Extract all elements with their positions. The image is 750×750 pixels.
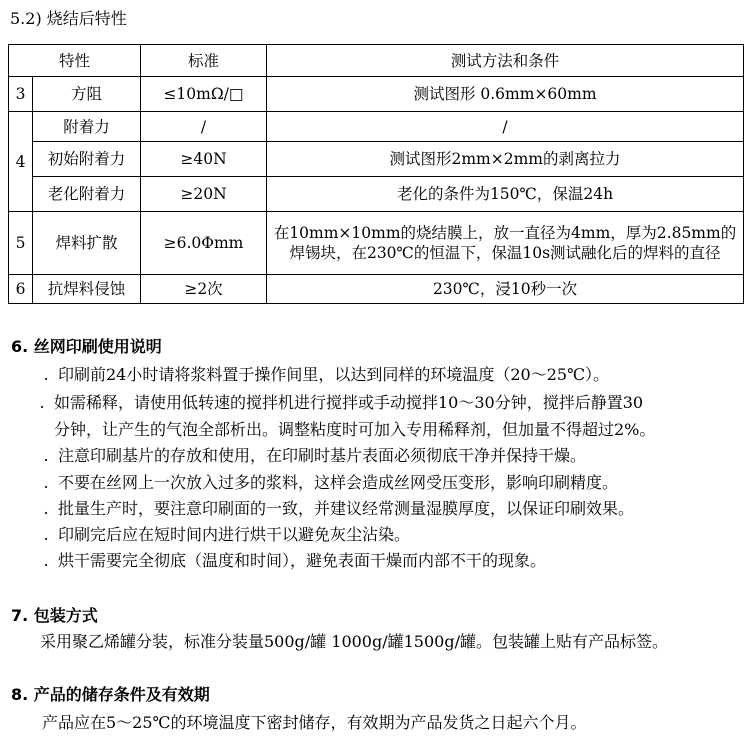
bullet-dot: .	[39, 393, 45, 412]
standard-cell: ≥6.0Φmm	[141, 212, 267, 275]
header-method: 测试方法和条件	[267, 45, 744, 77]
method-cell: 老化的条件为150℃，保温24h	[267, 177, 744, 212]
row-number: 5	[9, 212, 33, 275]
standard-cell: /	[141, 112, 267, 142]
method-cell: 测试图形 0.6mm×60mm	[267, 77, 744, 112]
row-number: 3	[9, 77, 33, 112]
standard-cell: ≥40N	[141, 142, 267, 177]
table-row	[9, 275, 744, 304]
list-item: . 印刷完后应在短时间内进行烘干以避免灰尘沾染。	[34, 524, 410, 546]
list-item: . 不要在丝网上一次放入过多的浆料，这样会造成丝网受压变形，影响印刷精度。	[34, 472, 618, 494]
bullet-dot: .	[43, 499, 49, 518]
bullet-dot: .	[43, 446, 49, 465]
list-item: . 印刷前24小时请将浆料置于操作间里，以达到同样的环境温度（20～25℃）。	[34, 364, 609, 386]
properties-table	[8, 44, 744, 304]
list-item: . 如需稀释，请使用低转速的搅拌机进行搅拌或手动搅拌10～30分钟，搅拌后静置30	[30, 392, 643, 414]
property-cell: 初始附着力	[33, 142, 141, 177]
header-standard: 标准	[141, 45, 267, 77]
standard-cell: ≥2次	[141, 275, 267, 304]
list-item: . 批量生产时，要注意印刷面的一致，并建议经常测量湿膜厚度，以保证印刷效果。	[34, 498, 634, 520]
bullet-dot: .	[43, 365, 49, 384]
bullet-dot: .	[43, 473, 49, 492]
method-cell: /	[267, 112, 744, 142]
table-row	[9, 112, 744, 142]
storage-text: 产品应在5～25℃的环境温度下密封储存，有效期为产品发货之日起六个月。	[42, 713, 587, 732]
list-item: . 烘干需要完全彻底（温度和时间），避免表面干燥而内部不干的现象。	[34, 550, 546, 572]
header-property: 特性	[9, 45, 141, 77]
section-5-2-heading: 5.2) 烧结后特性	[10, 9, 127, 28]
section-6-title: 6. 丝网印刷使用说明	[11, 337, 162, 356]
section-8-title: 8. 产品的储存条件及有效期	[11, 685, 210, 704]
table-row	[9, 212, 744, 275]
table-row	[9, 142, 744, 177]
property-cell: 附着力	[33, 112, 141, 142]
row-number: 6	[9, 275, 33, 304]
property-cell: 焊料扩散	[33, 212, 141, 275]
table-header-row	[9, 45, 744, 77]
standard-cell: ≤10mΩ/□	[141, 77, 267, 112]
method-cell: 在10mm×10mm的烧结膜上，放一直径为4mm，厚为2.85mm的焊锡块，在230℃的恒温下，保温10s测试融化后的焊料的直径	[267, 212, 744, 275]
method-cell: 测试图形2mm×2mm的剥离拉力	[267, 142, 744, 177]
property-cell: 方阻	[33, 77, 141, 112]
standard-cell: ≥20N	[141, 177, 267, 212]
table-row	[9, 77, 744, 112]
bullet-dot: .	[43, 551, 49, 570]
method-cell: 230℃，浸10秒一次	[267, 275, 744, 304]
property-cell: 老化附着力	[33, 177, 141, 212]
bullet-dot: .	[43, 525, 49, 544]
packaging-text: 采用聚乙烯罐分装，标准分装量500g/罐 1000g/罐1500g/罐。包装罐上贴有产品标签。	[40, 632, 668, 651]
property-cell: 抗焊料侵蚀	[33, 275, 141, 304]
list-item: . 注意印刷基片的存放和使用，在印刷时基片表面必须彻底干净并保持干燥。	[34, 445, 586, 467]
row-number: 4	[9, 112, 33, 212]
list-item-continuation: 分钟，让产生的气泡全部析出。调整粘度时可加入专用稀释剂，但加量不得超过2%。	[54, 420, 656, 439]
section-7-title: 7. 包装方式	[11, 606, 98, 625]
table-row	[9, 177, 744, 212]
